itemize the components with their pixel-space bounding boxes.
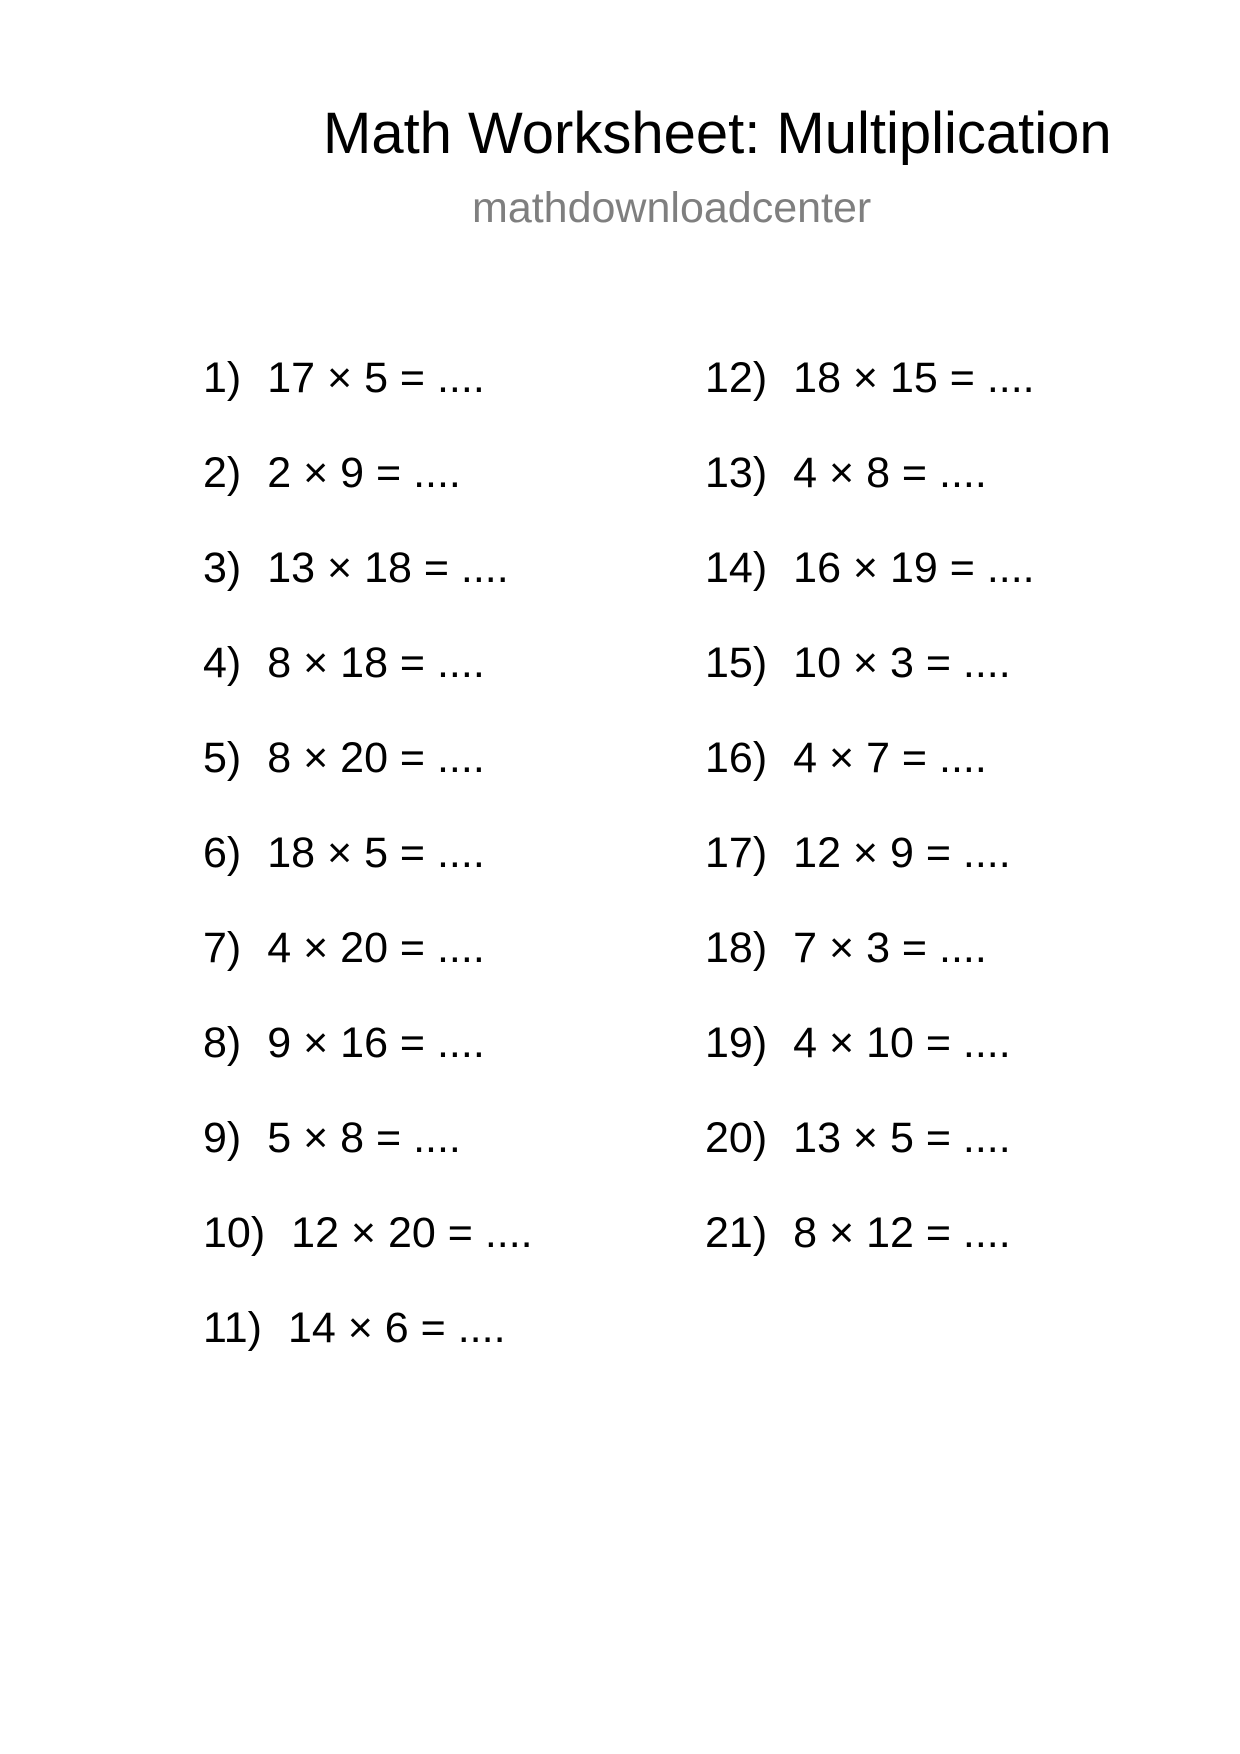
problem-item: [203, 350, 533, 445]
problem-number: 19): [705, 1019, 768, 1067]
problem-expression: 8 × 12 = ....: [793, 1209, 1011, 1257]
problem-number: 9): [203, 1114, 242, 1162]
problem-number: 1): [203, 354, 242, 402]
problem-number: 13): [705, 449, 768, 497]
page-title: Math Worksheet: Multiplication: [323, 101, 1112, 166]
problem-item: [705, 1015, 1035, 1110]
problem-expression: 12 × 9 = ....: [793, 829, 1011, 877]
problem-item: [203, 1205, 533, 1300]
problem-number: 17): [705, 829, 768, 877]
problem-item: [203, 445, 533, 540]
problem-number: 10): [203, 1209, 266, 1257]
problem-list-right: [705, 350, 1035, 1300]
problem-number: 18): [705, 924, 768, 972]
problem-number: 14): [705, 544, 768, 592]
problem-item: [705, 350, 1035, 445]
problem-expression: 4 × 20 = ....: [267, 924, 485, 972]
page-subtitle: mathdownloadcenter: [472, 184, 872, 232]
problem-number: 2): [203, 449, 242, 497]
problem-number: 7): [203, 924, 242, 972]
problem-expression: 7 × 3 = ....: [793, 924, 987, 972]
problem-expression: 8 × 20 = ....: [267, 734, 485, 782]
problem-expression: 4 × 8 = ....: [793, 449, 987, 497]
problem-list-left: [203, 350, 533, 1395]
problem-number: 5): [203, 734, 242, 782]
problem-expression: 5 × 8 = ....: [267, 1114, 461, 1162]
problem-number: 20): [705, 1114, 768, 1162]
problem-expression: 2 × 9 = ....: [267, 449, 461, 497]
problem-expression: 8 × 18 = ....: [267, 639, 485, 687]
problem-expression: 4 × 7 = ....: [793, 734, 987, 782]
problem-number: 15): [705, 639, 768, 687]
problem-number: 16): [705, 734, 768, 782]
problem-item: [705, 1110, 1035, 1205]
problem-number: 12): [705, 354, 768, 402]
problem-item: [705, 635, 1035, 730]
problem-item: [705, 825, 1035, 920]
problem-number: 6): [203, 829, 242, 877]
problem-expression: 16 × 19 = ....: [793, 544, 1035, 592]
problem-item: [203, 1015, 533, 1110]
problem-expression: 18 × 5 = ....: [267, 829, 485, 877]
problem-item: [203, 730, 533, 825]
problem-item: [203, 1110, 533, 1205]
problem-expression: 14 × 6 = ....: [287, 1304, 506, 1352]
problem-item: [203, 540, 533, 635]
problem-item: [705, 1205, 1035, 1300]
problem-item: [705, 445, 1035, 540]
problem-item: [203, 1300, 533, 1395]
problem-number: 11): [203, 1304, 262, 1352]
problem-expression: 10 × 3 = ....: [793, 639, 1011, 687]
problem-number: 8): [203, 1019, 242, 1067]
problem-item: [203, 635, 533, 730]
problem-number: 4): [203, 639, 242, 687]
problem-expression: 18 × 15 = ....: [793, 354, 1035, 402]
problem-item: [705, 920, 1035, 1015]
problem-expression: 4 × 10 = ....: [793, 1019, 1011, 1067]
problem-item: [705, 540, 1035, 635]
problem-expression: 13 × 18 = ....: [267, 544, 509, 592]
problem-expression: 9 × 16 = ....: [267, 1019, 485, 1067]
problem-number: 21): [705, 1209, 768, 1257]
problem-item: [203, 825, 533, 920]
problem-number: 3): [203, 544, 242, 592]
problem-expression: 17 × 5 = ....: [267, 354, 485, 402]
problem-item: [203, 920, 533, 1015]
problem-expression: 13 × 5 = ....: [793, 1114, 1011, 1162]
problem-expression: 12 × 20 = ....: [291, 1209, 533, 1257]
problem-item: [705, 730, 1035, 825]
